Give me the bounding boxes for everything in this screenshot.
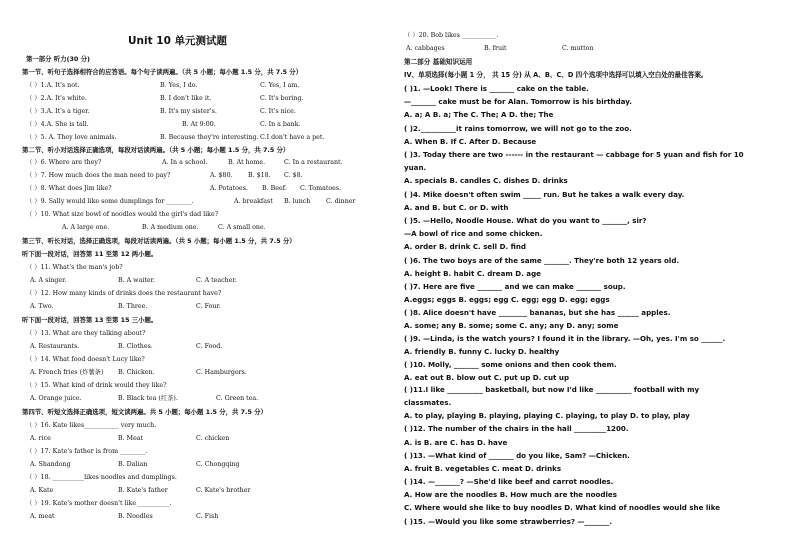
q10-option-a: A. A large one.	[62, 224, 110, 231]
question-line: A. some; any B. some; some C. any; any D. any; some	[404, 321, 619, 330]
question-line: ( )7. Here are five _______ and we can make _______ soup.	[404, 282, 626, 291]
q17-option-b: B. Dalian	[118, 461, 148, 468]
q1-stem: （ ）1.A. It's not.	[26, 82, 80, 89]
question-line: classmates.	[404, 398, 452, 407]
question-line: ( )12. The number of the chairs in the hall _________1200.	[404, 424, 629, 433]
q3-option-b: B. It's my sister's.	[160, 108, 217, 115]
q17-option-a: A. Shandong	[30, 461, 71, 468]
question-line: ( )5. —Hello, Noodle House. What do you want to _______, sir?	[404, 216, 647, 225]
q15-option-a: A. Orange juice.	[30, 395, 82, 402]
subsection1-heading: 听下面一段对话，回答第 11 至第 12 两小题。	[22, 250, 158, 258]
question-line: C. Where would she like to buy noodles D. What kind of noodles would she like	[404, 503, 721, 512]
q20-option-b: B. fruit	[484, 45, 507, 52]
question-line: ( )15. —Would you like some strawberries? —_______.	[404, 517, 613, 526]
q2-option-b: B. I don't like it.	[160, 95, 212, 102]
q13-option-c: C. Food.	[196, 343, 223, 350]
question-line: ( )11.I like __________ basketball, but now I'd like __________ football with my	[404, 385, 700, 394]
q5-stem: （ ）5. A. They love animals.	[26, 134, 117, 141]
q6-stem: （ ）6. Where are they?	[26, 159, 102, 166]
q4-stem: （ ）4.A. She is tall.	[26, 121, 89, 128]
question-line: ( )1. —Look! There is _______ cake on the table.	[404, 84, 589, 93]
q20-option-c: C. mutton	[562, 45, 594, 52]
q16-option-b: B. Meat	[118, 435, 144, 442]
q15-option-b: B. Black tea (红茶).	[118, 395, 178, 402]
q20-stem: （ ）20. Bob likes ___________.	[404, 32, 499, 39]
question-line: A. How are the noodles B. How much are the noodles	[404, 490, 617, 499]
q19-option-b: B. Noodles	[118, 513, 153, 520]
q4-option-b: B. At 9:00.	[182, 121, 216, 128]
question-line: ( )6. The two boys are of the same _______. They're both 12 years old.	[404, 256, 680, 265]
q17-option-c: C. Chongqing	[196, 461, 240, 468]
q7-stem: （ ）7. How much does the man need to pay?	[26, 172, 171, 179]
question-line: ( )10. Molly, _______ some onions and then cook them.	[404, 360, 617, 369]
q6-option-c: C. In a restaurant.	[284, 159, 343, 166]
q16-stem: （ ）16. Kate likes___________ very much.	[26, 422, 157, 429]
q11-option-b: B. A waiter.	[118, 277, 155, 284]
q19-stem: （ ）19. Kate's mother doesn't like __________.	[26, 500, 172, 507]
q8-option-b: B. Beef.	[262, 185, 287, 192]
q9-option-c: C. dinner	[326, 198, 356, 205]
q11-option-a: A. A singer.	[30, 277, 67, 284]
q9-option-a: A. breakfast	[234, 198, 273, 205]
question-line: A. a; A B. a; The C. The; A D. the; The	[404, 110, 554, 119]
q9-stem: （ ）9. Sally would like some dumplings for ________.	[26, 198, 194, 205]
q9-option-b: B. lunch	[284, 198, 311, 205]
question-line: ( )13. —What kind of _______ do you like, Sam? —Chicken.	[404, 451, 630, 460]
q2-option-c: C. It's boring.	[260, 95, 304, 102]
q14-option-c: C. Hamburgers.	[196, 369, 247, 376]
q16-option-a: A. rice	[30, 435, 51, 442]
q10-stem: （ ）10. What size bowl of noodles would the girl's dad like?	[26, 211, 219, 218]
q12-option-b: B. Three.	[118, 303, 148, 310]
question-line: A.eggs; eggs B. eggs; egg C. egg; egg D. egg; eggs	[404, 295, 610, 304]
q3-option-c: C. It's nice.	[260, 108, 296, 115]
q12-option-a: A. Two.	[30, 303, 54, 310]
q5-option-c: C.I don't have a pet.	[260, 134, 325, 141]
q18-option-c: C. Kate's brother	[196, 487, 251, 494]
q17-stem: （ ）17. Kate's father is from ________.	[26, 448, 148, 455]
q7-option-a: A. $80.	[210, 172, 233, 179]
q1-option-c: C. Yes, I am.	[260, 82, 300, 89]
q8-stem: （ ）8. What does Jim like?	[26, 185, 112, 192]
section2-heading: 第二节、听小对话选择正确选项，每段对话读两遍。（共 5 小题；每小题 1.5 分，共 7.5 分）	[22, 146, 290, 154]
part1-heading: 第一部分 听力(30 分)	[26, 55, 90, 63]
question-line: ( )2.__________it rains tomorrow, we will not go to the zoo.	[404, 124, 632, 133]
question-line: A. specials B. candles C. dishes D. drinks	[404, 176, 568, 185]
question-line: ( )4. Mike doesn't often swim _____ run. But he takes a walk every day.	[404, 190, 685, 199]
q2-stem: （ ）2.A. It's white.	[26, 95, 87, 102]
q10-option-c: C. A small one.	[218, 224, 266, 231]
question-line: A. to play, playing B. playing, playing C. playing, to play D. to play, play	[404, 411, 690, 420]
q7-option-c: C. $8.	[284, 172, 303, 179]
section1-heading: 第一节、听句子选择相符合的应答语。每个句子读两遍。（共 5 小题；每小题 1.5 分，共 7.5 分）	[22, 68, 303, 76]
q20-option-a: A. cabbages	[406, 45, 445, 52]
question-line: yuan.	[404, 163, 427, 172]
q13-stem: （ ）13. What are they talking about?	[26, 330, 146, 337]
q14-option-b: B. Chicken.	[118, 369, 155, 376]
section3-heading: 第三节、听长对话，选择正确选项，每段对话读两遍。（共 5 小题；每小题 1.5 分，共 7.5 分）	[22, 237, 296, 245]
question-line: A. eat out B. blow out C. put up D. cut up	[404, 373, 570, 382]
q5-option-b: B. Because they're interesting.	[160, 134, 259, 141]
q6-option-b: B. At home.	[228, 159, 266, 166]
section4-single-choice-heading: IV、单项选择(每小题 1 分， 共 15 分) 从 A、B、C、D 四个选项中选择可以填入空白处的最佳答案。	[404, 71, 708, 79]
question-line: A. When B. If C. After D. Because	[404, 137, 537, 146]
q15-stem: （ ）15. What kind of drink would they like?	[26, 382, 167, 389]
q6-option-a: A. In a school.	[162, 159, 208, 166]
q18-stem: （ ）18. __________likes noodles and dumplings.	[26, 474, 177, 481]
section4-heading: 第四节、听短文选择正确选项，短文读两遍。共 5 小题；每小题 1.5 分，共 7.5 分）	[22, 408, 267, 416]
q4-option-c: C. In a bank.	[260, 121, 301, 128]
q14-option-a: A. French fries (炸薯条)	[30, 369, 104, 376]
q15-option-c: C. Green tea.	[216, 395, 259, 402]
page-title: Unit 10 单元测试题	[128, 35, 228, 47]
question-line: A. is B. are C. has D. have	[404, 438, 508, 447]
q16-option-c: C. chicken	[196, 435, 230, 442]
question-line: A. height B. habit C. dream D. age	[404, 269, 541, 278]
question-line: ( )3. Today there are two ------ in the restaurant — cabbage for 5 yuan and fish for 10	[404, 150, 744, 159]
subsection2-heading: 听下面一段对话，回答第 13 至第 15 三小题。	[22, 316, 158, 324]
question-line: A. order B. drink C. sell D. find	[404, 242, 527, 251]
q3-stem: （ ）3.A. It's a tiger.	[26, 108, 90, 115]
question-line: ( )8. Alice doesn't have ________ bananas, but she has ______ apples.	[404, 308, 671, 317]
q8-option-a: A. Potatoes.	[210, 185, 248, 192]
q7-option-b: B. $18.	[248, 172, 271, 179]
q8-option-c: C. Tomatoes.	[300, 185, 342, 192]
q13-option-a: A. Restaurants.	[30, 343, 80, 350]
question-line: —A bowl of rice and some chicken.	[404, 229, 543, 238]
question-line: ( )14. —_______? —She'd like beef and carrot noodles.	[404, 477, 614, 486]
q19-option-a: A. meat	[30, 513, 55, 520]
q12-stem: （ ）12. How many kinds of drinks does the restaurant have?	[26, 290, 222, 297]
q11-option-c: C. A teacher.	[196, 277, 237, 284]
q19-option-c: C. Fish	[196, 513, 219, 520]
question-line: —_______ cake must be for Alan. Tomorrow is his birthday.	[404, 97, 632, 106]
question-line: ( )9. —Linda, is the watch yours? I found it in the library. —Oh, yes. I'm so ______.	[404, 334, 726, 343]
q18-option-a: A. Kate	[30, 487, 54, 494]
question-line: A. fruit B. vegetables C. meat D. drinks	[404, 464, 562, 473]
q11-stem: （ ）11. What's the man's job?	[26, 264, 123, 271]
q10-option-b: B. A medium one.	[142, 224, 199, 231]
question-line: A. friendly B. funny C. lucky D. healthy	[404, 347, 560, 356]
part2-heading: 第二部分 基础知识运用	[404, 58, 473, 66]
q13-option-b: B. Clothes.	[118, 343, 153, 350]
q18-option-b: B. Kate's father	[118, 487, 168, 494]
q14-stem: （ ）14. What food doesn't Lucy like?	[26, 356, 145, 363]
q12-option-c: C. Four.	[196, 303, 221, 310]
q1-option-b: B. Yes, I do.	[160, 82, 198, 89]
question-line: A. and B. but C. or D. with	[404, 203, 509, 212]
